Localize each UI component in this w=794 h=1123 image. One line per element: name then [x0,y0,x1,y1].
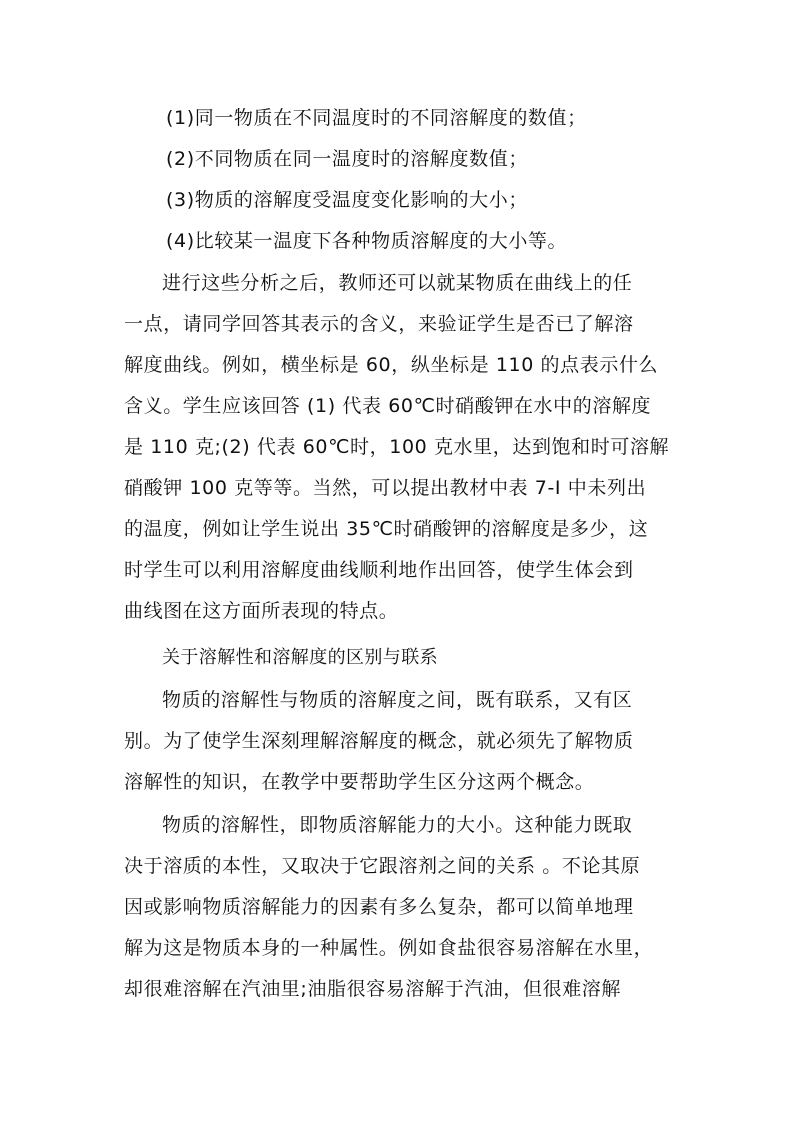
paragraph-line: 解为这是物质本身的一种属性。例如食盐很容易溶解在水里， [124,937,654,959]
paragraph-line: 溶解性的知识，在教学中要帮助学生区分这两个概念。 [124,771,595,793]
paragraph-line: 决于溶质的本性，又取决于它跟溶剂之间的关系 。不论其原 [124,855,641,877]
list-item-1: (1)同一物质在不同温度时的不同溶解度的数值； [166,107,587,129]
list-item-2: (2)不同物质在同一温度时的溶解度数值； [166,148,528,170]
paragraph-line: 硝酸钾 100 克等等。当然，可以提出教材中表 7-I 中未列出 [124,477,647,499]
paragraph-line: 却很难溶解在汽油里;油脂很容易溶解于汽油，但很难溶解 [124,978,622,1000]
section-heading: 关于溶解性和溶解度的区别与联系 [162,647,438,668]
paragraph-line: 是 110 克;(2) 代表 60℃时，100 克水里，达到饱和时可溶解 [124,436,670,458]
paragraph-line: 含义。学生应该回答 (1) 代表 60℃时硝酸钾在水中的溶解度 [124,395,652,417]
paragraph-line: 进行这些分析之后，教师还可以就某物质在曲线上的任 [162,272,633,294]
paragraph-line: 因或影响物质溶解能力的因素有多么复杂，都可以简单地理 [124,896,634,918]
paragraph-line: 解度曲线。例如，横坐标是 60，纵坐标是 110 的点表示什么 [124,354,659,376]
paragraph-line: 时学生可以利用溶解度曲线顺利地作出回答，使学生体会到 [124,559,634,581]
list-item-3: (3)物质的溶解度受温度变化影响的大小； [166,189,528,211]
paragraph-line: 曲线图在这方面所表现的特点。 [124,600,399,622]
paragraph-line: 物质的溶解性与物质的溶解度之间，既有联系，又有区 [162,689,633,711]
paragraph-line: 别。为了使学生深刻理解溶解度的概念，就必须先了解物质 [124,730,634,752]
paragraph-line: 物质的溶解性，即物质溶解能力的大小。这种能力既取 [162,814,633,836]
list-item-4: (4)比较某一温度下各种物质溶解度的大小等。 [166,230,568,252]
paragraph-line: 的温度，例如让学生说出 35℃时硝酸钾的溶解度是多少，这 [124,518,649,540]
paragraph-line: 一点，请同学回答其表示的含义，来验证学生是否已了解溶 [124,313,634,335]
